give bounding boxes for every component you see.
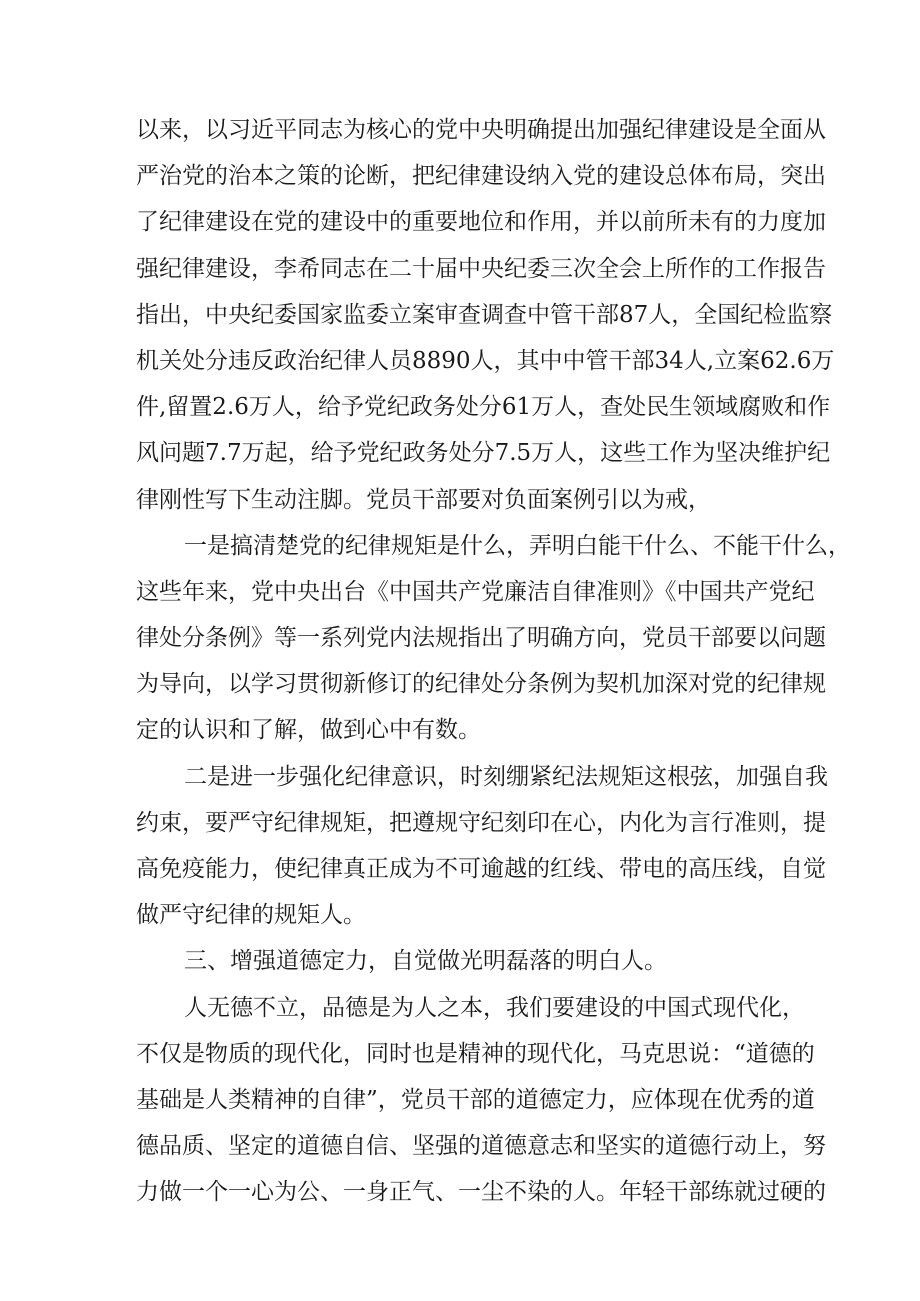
paragraph-1-line-5: 指出，中央纪委国家监委立案审查调查中管干部87人，全国纪检监察 — [136, 301, 833, 328]
paragraph-2-line-3: 律处分条例》等一系列党内法规指出了明确方向，党员干部要以问题 — [136, 625, 826, 652]
paragraph-1-line-4: 强纪律建设，李希同志在二十届中央纪委三次全会上所作的工作报告 — [136, 255, 826, 282]
paragraph-5-line-1: 人无德不立，品德是为人之本，我们要建设的中国式现代化， — [184, 994, 805, 1021]
paragraph-1-line-3: 了纪律建设在党的建设中的重要地位和作用，并以前所未有的力度加 — [136, 209, 826, 236]
paragraph-1-line-9: 律刚性写下生动注脚。党员干部要对负面案例引以为戒， — [136, 486, 711, 513]
paragraph-5-line-4: 德品质、坚定的道德自信、坚强的道德意志和坚实的道德行动上，努 — [136, 1133, 826, 1160]
paragraph-3-line-4: 做严守纪律的规矩人。 — [136, 902, 366, 929]
paragraph-1-line-2: 严治党的治本之策的论断，把纪律建设纳入党的建设总体布局，突出 — [136, 163, 826, 190]
paragraph-3-line-2: 约束，要严守纪律规矩，把遵规守纪刻印在心，内化为言行准则，提 — [136, 809, 826, 836]
paragraph-5-line-2: 不仅是物质的现代化，同时也是精神的现代化，马克思说：“道德的 — [136, 1040, 815, 1067]
paragraph-2-line-1: 一是搞清楚党的纪律规矩是什么，弄明白能干什么、不能干什么， — [184, 532, 851, 559]
paragraph-1-line-1: 以来，以习近平同志为核心的党中央明确提出加强纪律建设是全面从 — [136, 117, 826, 143]
paragraph-5-line-5: 力做一个一心为公、一身正气、一尘不染的人。年轻干部练就过硬的 — [136, 1179, 826, 1206]
paragraph-5-line-3: 基础是人类精神的自律”，党员干部的道德定力，应体现在优秀的道 — [136, 1086, 815, 1113]
paragraph-1-line-7: 件,留置2.6万人，给予党纪政务处分61万人，查处民生领域腐败和作 — [136, 394, 831, 421]
paragraph-3-line-3: 高免疫能力，使纪律真正成为不可逾越的红线、带电的高压线，自觉 — [136, 856, 826, 882]
paragraph-3-line-1: 二是进一步强化纪律意识，时刻绷紧纪法规矩这根弦，加强自我 — [184, 763, 828, 790]
paragraph-2-line-5: 定的认识和了解，做到心中有数。 — [136, 717, 481, 744]
paragraph-2-line-4: 为导向，以学习贯彻新修订的纪律处分条例为契机加深对党的纪律规 — [136, 671, 826, 698]
paragraph-1-line-6: 机关处分违反政治纪律人员8890人，其中中管干部34人,立案62.6万 — [136, 347, 835, 374]
paragraph-2-line-2: 这些年来，党中央出台《中国共产党廉洁自律准则》《中国共产党纪 — [136, 578, 815, 605]
paragraph-1-line-8: 风问题7.7万起，给予党纪政务处分7.5万人，这些工作为坚决维护纪 — [136, 440, 831, 467]
body-text — [136, 107, 851, 1216]
section-heading: 三、增强道德定力，自觉做光明磊落的明白人。 — [184, 948, 667, 975]
